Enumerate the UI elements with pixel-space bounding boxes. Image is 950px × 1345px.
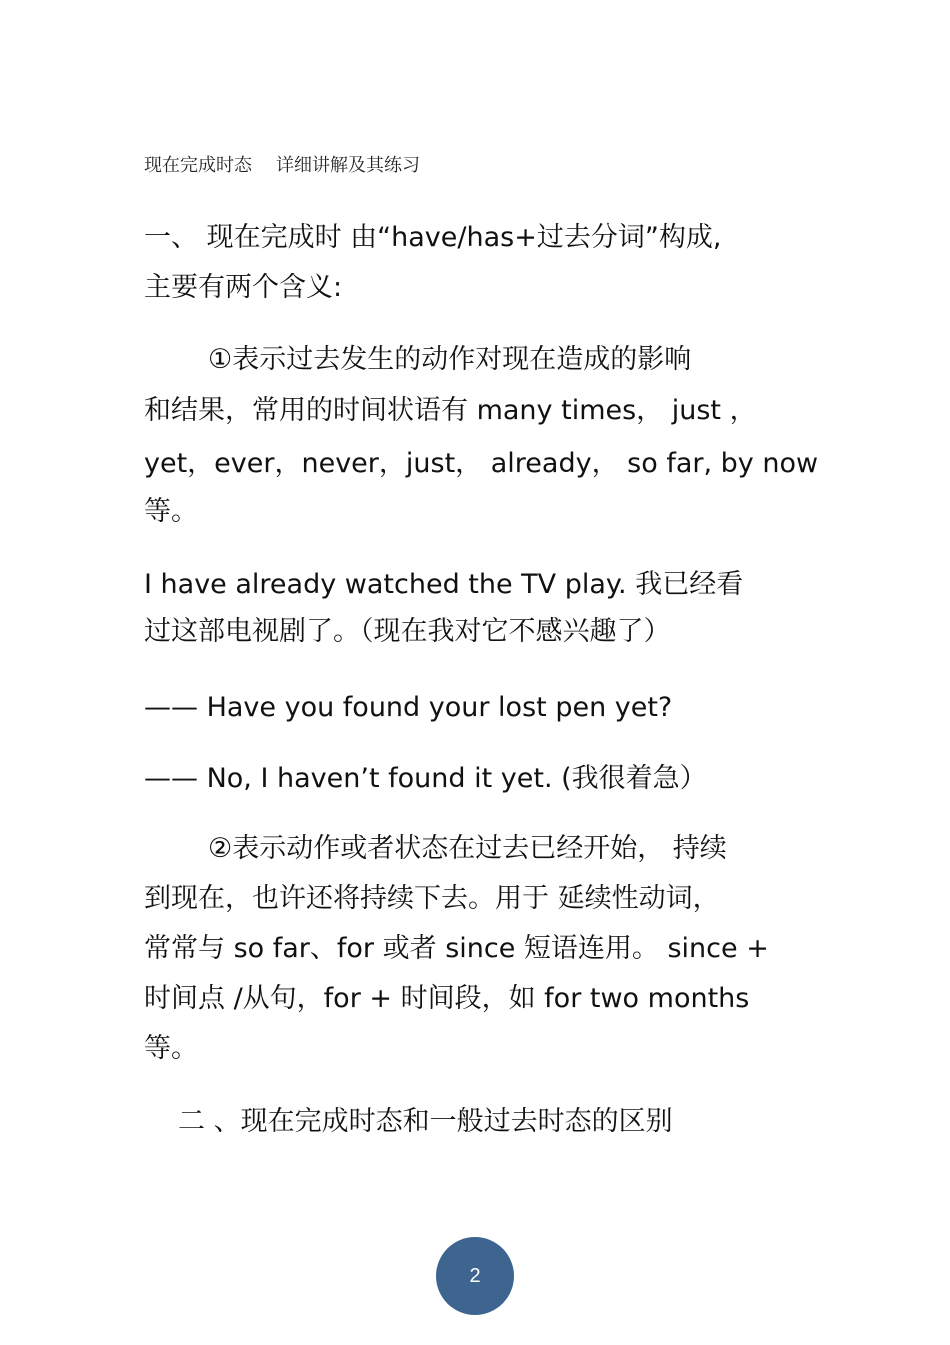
meaning-one-line-4: 等。: [144, 496, 198, 527]
dialogue-question: —— Have you found your lost pen yet?: [144, 692, 673, 723]
meaning-two-line-4: 时间点 /从句，for + 时间段，如 for two months: [144, 983, 750, 1014]
section-one-heading-cont: 主要有两个含义:: [144, 272, 343, 303]
header-subtitle: 详细讲解及其练习: [276, 155, 420, 176]
meaning-two-line-2: 到现在，也许还将持续下去。用于 延续性动词，: [144, 883, 720, 914]
page-header: [144, 154, 420, 178]
page-number: 2: [469, 1264, 481, 1287]
meaning-one-line-3: yet，ever，never，just， already， so far, by now: [144, 448, 819, 479]
meaning-one-line-1: ①表示过去发生的动作对现在造成的影响: [208, 344, 692, 375]
example-one-line-1: I have already watched the TV play. 我已经看: [144, 569, 744, 600]
meaning-two-line-5: 等。: [144, 1033, 198, 1064]
meaning-two-line-3: 常常与 so far、for 或者 since 短语连用。 since +: [144, 933, 769, 964]
section-two-heading: 二 、现在完成时态和一般过去时态的区别: [178, 1106, 673, 1137]
example-one-line-2: 过这部电视剧了。（现在我对它不感兴趣了）: [144, 616, 671, 647]
header-title: 现在完成时态: [144, 155, 252, 176]
section-one-heading: 一、 现在完成时 由“have/has+过去分词”构成,: [144, 222, 722, 253]
page-number-badge: [436, 1237, 514, 1315]
dialogue-answer: —— No, I haven’t found it yet. (我很着急）: [144, 763, 707, 794]
meaning-one-line-2: 和结果，常用的时间状语有 many times， just ，: [144, 395, 757, 426]
meaning-two-line-1: ②表示动作或者状态在过去已经开始， 持续: [208, 833, 727, 864]
